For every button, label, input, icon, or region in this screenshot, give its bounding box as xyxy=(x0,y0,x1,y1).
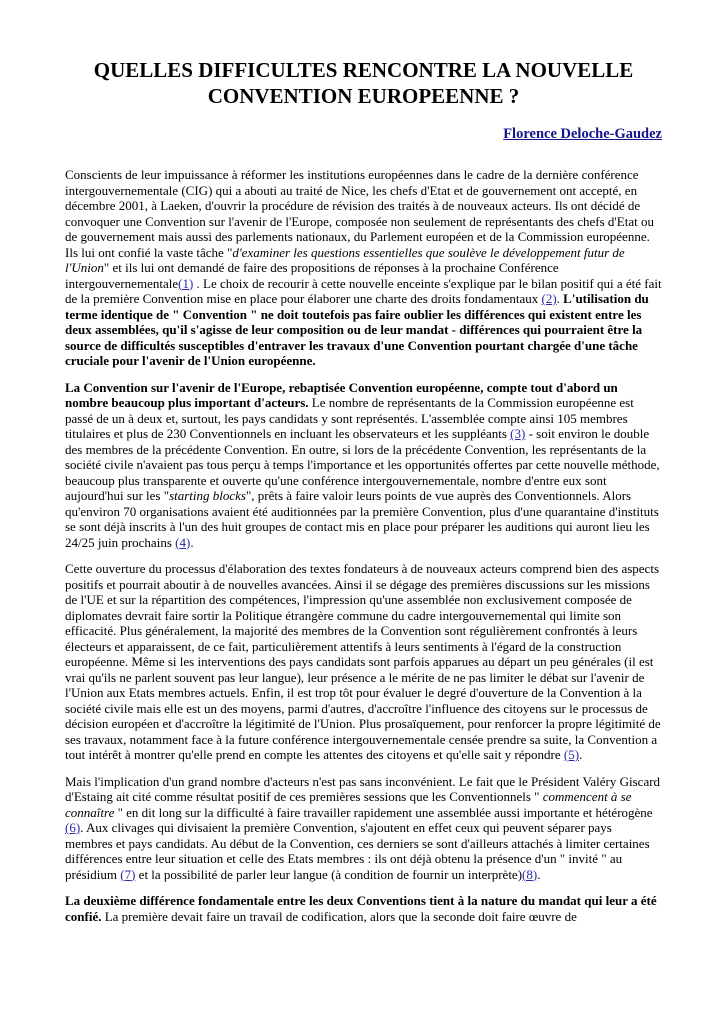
text-run: starting blocks xyxy=(169,488,246,503)
text-run: et la possibilité de parler leur langue (à condition de fournir un interprète) xyxy=(135,866,523,882)
author-line xyxy=(65,125,662,143)
paragraph-1 xyxy=(65,167,662,369)
text-run: " en dit long sur la difficulté à faire travailler rapidement une assemblée aussi importante et hétérogène xyxy=(114,804,653,820)
text-run: Cette ouverture du processus d'élaboration des textes fondateurs à de nouveaux acteurs comprend bien des aspects positifs et pourrait aboutir à de nouvelles avancées. Ainsi il se dégage des premières discussions sur les missions de l'UE et sur la répartition des compétences, l'impression qu'une assemblée non exclusivement composée de diplomates devrait faire sortir la Politique étrangère commune du cadre intergouvernemental qui limite son efficacité. Plus généralement, la majorité des membres de la Convention sont régulièrement confrontés à leurs électeurs et apparaissent, de ce fait, particulièrement attentifs à leurs sentiments à l'égard de la construction européenne. Même si les interventions des pays candidats sont parfois apparues au départ un peu générales (il est vrai qu'ils ne parlent souvent pas leur langue), leur présence a le mérite de ne pas limiter le débat sur l'avenir de l'Union aux Etats membres actuels. Enfin, il est trop tôt pour évaluer le degré d'ouverture de la Convention à la société civile mais elle est un des moyens, parmi d'autres, d'accroître l'influence des citoyens sur le processus de décision européen et d'accroître la légitimité de l'Union. Plus prosaïquement, pour renforcer la propre légitimité de ses travaux, notamment face à la future conférence intergouvernementale censée prendre sa suite, la Convention a tout intérêt à montrer qu'elle prend en compte les attentes des citoyens et qu'elle sait y répondre xyxy=(65,561,661,762)
paragraph-3 xyxy=(65,561,662,763)
footnote-link-3[interactable]: (3) xyxy=(510,426,526,441)
text-run: . xyxy=(579,747,583,762)
paragraph-4 xyxy=(65,774,662,883)
footnote-link-1[interactable]: (1) xyxy=(178,275,194,291)
text-run: . xyxy=(537,866,541,882)
footnote-link-7[interactable]: (7) xyxy=(120,866,136,882)
text-run: Le nombre de représentants de la Commission européenne est passé de un à deux et, surtout, les pays candidats y sont représentés. L'assemblée compte ainsi 105 membres titulaires et plus de 230 Conventionnels en incluant les observateurs et les suppléants xyxy=(65,395,634,441)
footnote-link-8[interactable]: (8) xyxy=(522,866,538,882)
text-run: . xyxy=(556,291,564,306)
footnote-link-6[interactable]: (6) xyxy=(65,820,81,835)
text-run: La première devait faire un travail de codification, alors que la seconde doit faire œuvre de xyxy=(104,908,577,924)
footnote-link-2[interactable]: (2) xyxy=(541,291,557,306)
text-run: . xyxy=(190,534,194,550)
footnote-link-4[interactable]: (4) xyxy=(175,534,191,550)
text-run: ", prêts à faire valoir leurs points de vue auprès des Conventionnels. Alors qu'environ 70 organisations avaient été auditionnées par la première Convention, plus d'une quarantaine d'instituts se sont déjà inscrits à l'un des huit groupes de contact mis en place pour préparer les auditions qui auront lieu les 24/25 juin prochains xyxy=(65,488,659,550)
text-run: d'examiner les questions essentielles que soulève le développement futur de l'Union xyxy=(65,244,625,275)
text-run: . Le choix de recourir à cette nouvelle enceinte s'explique par le bilan positif qui a été fait de la première Convention mise en place pour élaborer une charte des droits fondamentaux xyxy=(65,275,662,306)
text-run: Conscients de leur impuissance à réformer les institutions européennes dans le cadre de la dernière conférence intergouvernementale (CIG) qui a abouti au traité de Nice, les chefs d'Etat et de gouvernement ont accepté, en décembre 2001, à Laeken, d'ouvrir la procédure de révision des traités à de nouveaux acteurs. Ils ont décidé de convoquer une Convention sur l'avenir de l'Europe, composée non seulement de représentants des chefs d'Etat ou de gouvernement mais aussi des parlements nationaux, du Parlement européen et de la Commission européenne. Ils lui ont confié la vaste tâche " xyxy=(65,167,654,260)
article-title: QUELLES DIFFICULTES RENCONTRE LA NOUVELLE CONVENTION EUROPEENNE ? xyxy=(93,58,634,108)
article-body xyxy=(65,167,662,924)
paragraph-2 xyxy=(65,380,662,551)
text-run: Mais l'implication d'un grand nombre d'acteurs n'est pas sans inconvénient. Le fait que le Président Valéry Giscard d'Estaing ait cité comme résultat positif de ces premières sessions que les Conventionnels " xyxy=(65,773,661,804)
text-run: " et ils lui ont demandé de faire des propositions de réponses à la prochaine Conférence intergouvernementale xyxy=(65,260,559,291)
text-run: La deuxième différence fondamentale entre les deux Conventions tient à la nature du mandat qui leur a été confié. xyxy=(65,893,657,924)
text-run: La Convention sur l'avenir de l'Europe, rebaptisée Convention européenne, compte tout d'abord un nombre beaucoup plus important d'acteurs. xyxy=(65,379,618,410)
footnote-link-5[interactable]: (5) xyxy=(563,747,580,762)
text-run: . Aux clivages qui divisaient la première Convention, s'ajoutent en effet ceux qui peuvent séparer pays membres et pays candidats. Au début de la Convention, ces derniers se sont d'ailleurs attachés à limiter certaines différences entre leur situation et celle des Etats membres : ils ont déjà obtenu la présence d'un " invité " au présidium xyxy=(65,820,650,882)
text-run: L'utilisation du terme identique de " Convention " ne doit toutefois pas faire oublier les différences qui existent entre les deux assemblées, qu'il s'agisse de leur composition ou de leur mandat - différences qui pourraient être la source de difficultés susceptibles d'entraver les travaux d'une Convention pourtant chargée d'une tâche cruciale pour l'avenir de l'Union européenne. xyxy=(65,291,649,368)
text-run: - soit environ le double des membres de la précédente Convention. En outre, si lors de la précédente Convention, les représentants de la société civile n'avaient pas tous perçu à temps l'importance et les opportunités offertes par cette nouvelle méthode, beaucoup plus transparente et ouverte qu'une conférence intergouvernementale, nombre d'entre eux sont aujourd'hui sur les " xyxy=(65,426,660,503)
author-link[interactable]: Florence Deloche-Gaudez xyxy=(503,126,662,142)
paragraph-5 xyxy=(65,893,662,924)
text-run: commencent à se connaître xyxy=(65,789,632,820)
